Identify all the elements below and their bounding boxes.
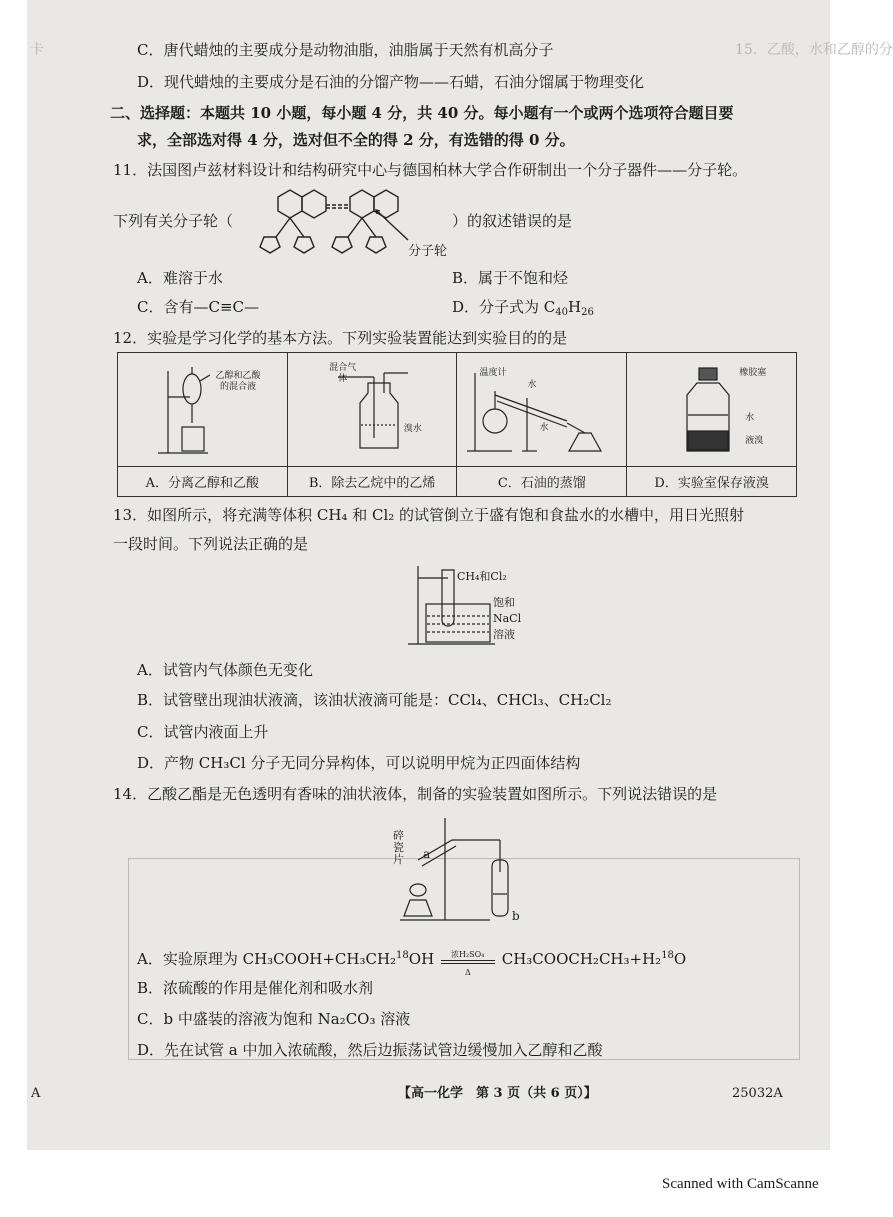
q11-option-c: C．含有—C≡C— <box>137 298 259 316</box>
q13-option-a: A．试管内气体颜色无变化 <box>137 661 313 679</box>
q11-prefix: 下列有关分子轮（ <box>113 212 234 230</box>
fig13-solution-label-1: 饱和 <box>493 596 515 609</box>
q11-option-b: B．属于不饱和烃 <box>452 269 569 287</box>
option-d-cell: D．实验室保存液溴 <box>627 467 797 497</box>
q14-option-d: D．先在试管 a 中加入浓硫酸，然后边振荡试管边缓慢加入乙醇和乙酸 <box>137 1041 603 1059</box>
bleed-through-text: 卡 <box>30 42 44 58</box>
bromine-bottle-figure <box>677 363 747 458</box>
fig-b-liquid-label: 溴水 <box>403 424 422 434</box>
fig14-tube-b-label: b <box>512 909 520 923</box>
fig-c-water-label: 水 <box>527 380 537 390</box>
q12-stem: 12．实验是学习化学的基本方法。下列实验装置能达到实验目的的是 <box>113 329 568 347</box>
fig-a-label: 乙醇和乙酸的混合液 <box>215 371 261 392</box>
q13-stem-cont: 一段时间。下列说法正确的是 <box>113 535 309 553</box>
q14-option-c: C．b 中盛装的溶液为饱和 Na₂CO₃ 溶液 <box>137 1010 411 1028</box>
q14-stem: 14．乙酸乙酯是无色透明有香味的油状液体，制备的实验装置如图所示。下列说法错误的是 <box>113 785 718 803</box>
q11-stem: 11．法国图卢兹材料设计和结构研究中心与德国柏林大学合作研制出一个分子器件——分子轮。 <box>113 161 748 179</box>
paper-code: 25032A <box>732 1086 783 1101</box>
q13-option-c: C．试管内液面上升 <box>137 723 269 741</box>
q11-option-a: A．难溶于水 <box>137 269 223 287</box>
apparatus-d-cell <box>627 353 797 467</box>
fig-d-bromine-label: 液溴 <box>745 436 764 446</box>
q14-option-b: B．浓硫酸的作用是催化剂和吸水剂 <box>137 979 374 997</box>
q14-option-a: A．实验原理为 CH₃COOH+CH₃CH₂$^{18}$OH 浓H₂SO₄ Δ CH₃COOCH₂CH₃+H₂$^{18}$O <box>137 950 687 977</box>
fig-d-stopper-label: 橡胶塞 <box>739 368 767 378</box>
scanner-watermark: Scanned with CamScanne <box>662 1176 819 1192</box>
q13-option-b: B．试管壁出现油状液滴，该油状液滴可能是：CCl₄、CHCl₃、CH₂Cl₂ <box>137 691 612 709</box>
fig13-gas-label: CH₄和Cl₂ <box>457 570 507 583</box>
fig-b-gas-label: 混合气体 <box>329 363 357 384</box>
fig-d-water-label: 水 <box>745 413 755 423</box>
footer-left-mark: A <box>31 1086 41 1101</box>
apparatus-a-cell <box>118 353 288 467</box>
page-footer: 【高一化学 第 3 页（共 6 页）】 <box>398 1086 597 1101</box>
fig14-chip-label: 碎瓷片 <box>393 829 404 866</box>
fig-c-water-label: 水 <box>539 423 549 433</box>
section-heading-cont: 求，全部选对得 4 分，选对但不全的得 2 分，有选错的得 0 分。 <box>137 131 575 149</box>
fig13-solution-label-3: 溶液 <box>493 628 515 641</box>
reaction-arrow: 浓H₂SO₄ Δ <box>439 951 497 969</box>
section-heading: 二、选择题：本题共 10 小题，每小题 4 分，共 40 分。每小题有一个或两个选项符合题目要 <box>110 104 734 122</box>
q11-option-d: D．分子式为 $C_{40}H_{26}$ <box>452 298 594 318</box>
option-b-cell: B．除去乙烷中的乙烯 <box>287 467 457 497</box>
fig14-tube-a-label: a <box>423 847 431 861</box>
q10-option-c: C．唐代蜡烛的主要成分是动物油脂，油脂属于天然有机高分子 <box>137 41 554 59</box>
option-c-cell: C．石油的蒸馏 <box>457 467 627 497</box>
bleed-through-text: 15．乙酸，水和乙醇的分 <box>735 42 893 58</box>
fig13-solution-label-2: NaCl <box>493 612 522 625</box>
fig-c-thermometer-label: 温度计 <box>479 368 507 378</box>
apparatus-c-cell <box>457 353 627 467</box>
q13-stem: 13．如图所示，将充满等体积 CH₄ 和 Cl₂ 的试管倒立于盛有饱和食盐水的水槽中，用日光照射 <box>113 506 745 524</box>
option-a-cell: A．分离乙醇和乙酸 <box>118 467 288 497</box>
molecule-label: 分子轮 <box>408 244 448 259</box>
apparatus-b-cell <box>287 353 457 467</box>
q13-option-d: D．产物 CH₃Cl 分子无同分异构体，可以说明甲烷为正四面体结构 <box>137 754 581 772</box>
q11-suffix: ）的叙述错误的是 <box>452 212 573 230</box>
experiment-table <box>117 352 797 497</box>
q10-option-d: D．现代蜡烛的主要成分是石油的分馏产物——石蜡，石油分馏属于物理变化 <box>137 73 645 91</box>
